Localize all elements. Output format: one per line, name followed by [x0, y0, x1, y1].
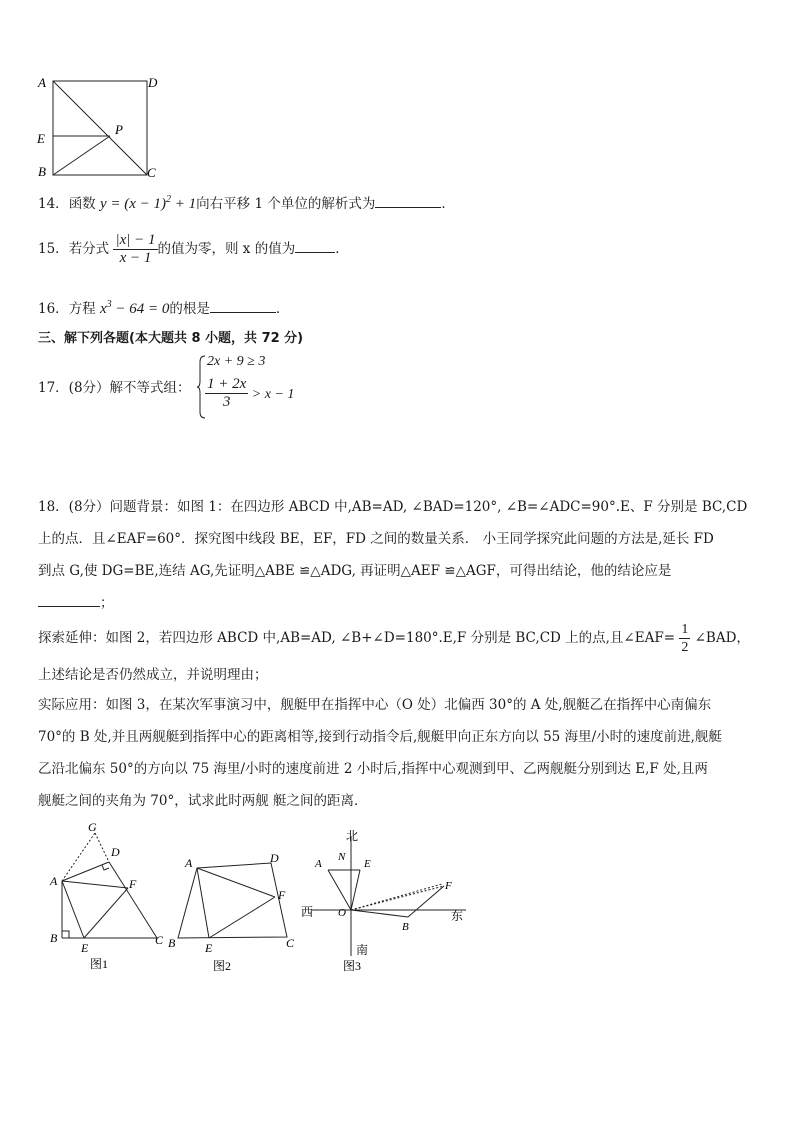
- label-c: C: [147, 165, 156, 180]
- answer-blank[interactable]: [295, 238, 335, 253]
- question-14: 14．函数 $y = (x - 1)^2 + 1$向右平移 1 个单位的解析式为 ．: [38, 194, 455, 212]
- q18-app-line-1: 实际应用：如图 3，在某次军事演习中，舰艇甲在指挥中心（O 处）北偏西 30°的 A 处,舰艇乙在指挥中心南偏东: [38, 697, 712, 713]
- svg-text:东: 东: [451, 909, 464, 923]
- svg-text:F: F: [129, 877, 137, 891]
- q15-fraction: $\frac{|x| - 1}{x - 1}$: [115, 232, 156, 266]
- figure-2: [165, 850, 305, 976]
- svg-text:D: D: [270, 851, 279, 865]
- label-p: P: [115, 122, 123, 137]
- half-fraction: $\frac{1}{2}$: [681, 622, 689, 655]
- q18-line-1: 18．(8分）问题背景：如图 1：在四边形 ABCD 中,AB=AD, ∠BAD=120°, ∠B=∠ADC=90°.E、F 分别是 BC,CD: [38, 499, 748, 515]
- svg-text:A: A: [315, 858, 322, 870]
- q18-line-4: ；: [38, 587, 114, 619]
- figure-1-caption: 图1: [90, 957, 109, 971]
- svg-text:北: 北: [346, 829, 359, 843]
- svg-text:西: 西: [301, 905, 314, 919]
- question-15: 15．若分式 $\frac{|x| - 1}{x - 1}$ 的值为零，则 x 的值为 ．: [38, 232, 349, 266]
- svg-text:O: O: [338, 907, 346, 919]
- figure-3-caption: 图3: [343, 959, 362, 973]
- label-a: A: [38, 75, 46, 90]
- square-figure: [30, 70, 170, 182]
- svg-text:F: F: [278, 888, 286, 902]
- svg-text:C: C: [155, 933, 164, 947]
- svg-text:A: A: [185, 856, 193, 870]
- figure-3: [298, 826, 470, 976]
- inequality-system: [197, 354, 307, 420]
- q18-line-2: 上的点．且∠EAF=60°．探究图中线段 BE，EF，FD 之间的数量关系． 小王同学探究此问题的方法是,延长 FD: [38, 531, 714, 547]
- q18-line-3: 到点 G,使 DG=BE,连结 AG,先证明△ABE ≌△ADG, 再证明△AEF ≌△AGF，可得出结论，他的结论应是: [38, 563, 672, 579]
- svg-text:D: D: [111, 845, 120, 859]
- svg-text:C: C: [286, 936, 295, 950]
- q14-function: $y = (x - 1)^2 + 1$: [99, 194, 197, 212]
- answer-blank[interactable]: [38, 592, 100, 607]
- figure-1: [40, 818, 175, 976]
- svg-text:B: B: [168, 936, 176, 950]
- svg-text:E: E: [205, 941, 213, 955]
- svg-text:N: N: [338, 851, 346, 863]
- q18-app-line-3: 乙沿北偏东 50°的方向以 75 海里/小时的速度前进 2 小时后,指挥中心观测到甲、乙两舰艇分别到达 E,F 处,且两: [38, 761, 708, 777]
- svg-text:B: B: [50, 931, 58, 945]
- svg-text:F: F: [445, 880, 452, 892]
- inequality-1: 2x + 9 ≥ 3: [207, 354, 266, 369]
- question-16: 16．方程 $x^3 - 64 = 0$的根是 ．: [38, 299, 290, 317]
- q16-equation: $x^3 - 64 = 0$: [99, 299, 170, 317]
- answer-blank[interactable]: [375, 193, 441, 208]
- section-title: 三、解下列各题(本大题共 8 小题，共 72 分): [38, 331, 304, 346]
- q18-app-line-2: 70°的 B 处,并且两舰艇到指挥中心的距离相等,接到行动指令后,舰艇甲向正东方向以 55 海里/小时的速度前进,舰艇: [38, 729, 722, 745]
- label-b: B: [38, 164, 46, 179]
- svg-text:B: B: [402, 921, 409, 933]
- svg-text:南: 南: [356, 943, 369, 957]
- q18-explore-line: 探索延伸：如图 2，若四边形 ABCD 中,AB=AD, ∠B+∠D=180°.E,F 分别是 BC,CD 上的点,且∠EAF= $\frac{1}{2}$ ∠BAD，: [38, 622, 750, 655]
- svg-text:E: E: [81, 941, 89, 955]
- svg-text:A: A: [50, 874, 58, 888]
- label-e: E: [37, 131, 45, 146]
- inequality-2: $\frac{1 + 2x}{3}$ > x − 1: [207, 376, 295, 410]
- svg-text:G: G: [88, 820, 97, 834]
- answer-blank[interactable]: [210, 298, 276, 313]
- question-17-label: 17．(8分）解不等式组：: [38, 380, 191, 396]
- q18-app-line-4: 舰艇之间的夹角为 70°，试求此时两舰 艇之间的距离．: [38, 793, 368, 809]
- label-d: D: [148, 75, 158, 90]
- figure-2-caption: 图2: [213, 959, 232, 973]
- svg-text:E: E: [364, 858, 371, 870]
- q18-explore-line-2: 上述结论是否仍然成立，并说明理由；: [38, 667, 268, 683]
